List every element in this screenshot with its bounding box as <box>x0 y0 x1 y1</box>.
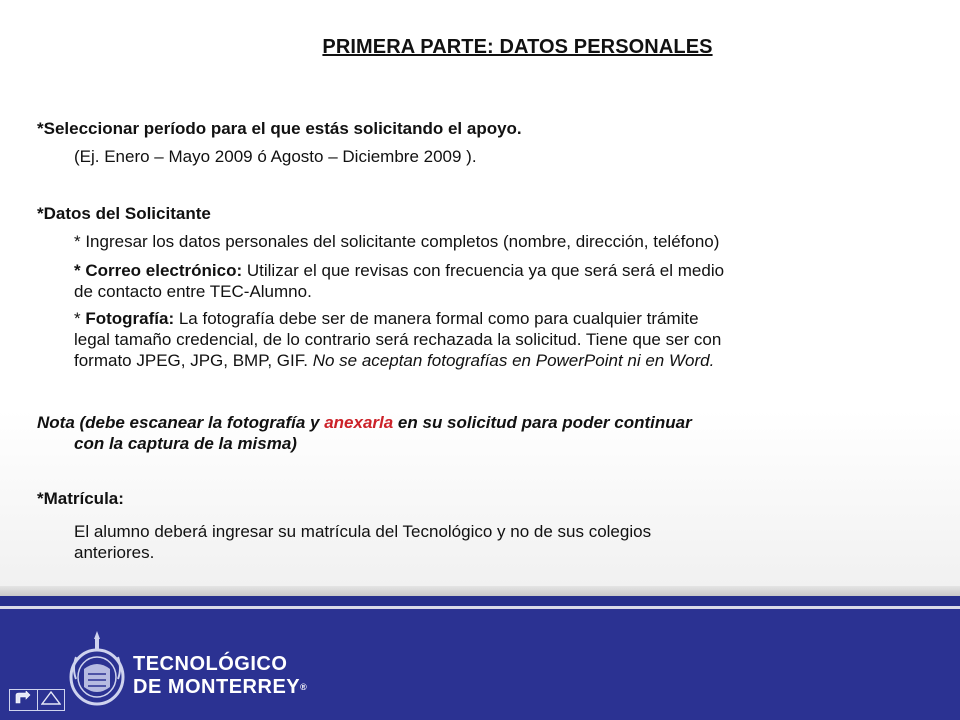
page-title: PRIMERA PARTE: DATOS PERSONALES <box>322 36 713 58</box>
footer-divider-light <box>0 586 960 596</box>
photo-text-line2: legal tamaño credencial, de lo contrario será rechazada la solicitud. Tiene que ser con <box>74 330 722 349</box>
email-text-line1: Utilizar el que revisas con frecuencia ya que será será el medio <box>242 261 725 280</box>
matricula-text-line2: anteriores. <box>74 543 155 562</box>
email-text-line2: de contacto entre TEC-Alumno. <box>74 282 312 301</box>
applicant-heading: *Datos del Solicitante <box>37 204 211 223</box>
slide-nav-controls <box>9 689 65 711</box>
photo-label: Fotografía: <box>85 309 175 328</box>
logo-line1: TECNOLÓGICO <box>133 653 288 675</box>
note-highlight: anexarla <box>324 413 394 432</box>
note-text-3: con la captura de la misma) <box>74 434 297 453</box>
home-nav-button[interactable] <box>37 690 65 710</box>
back-nav-icon <box>14 691 32 710</box>
footer-band <box>0 609 960 720</box>
applicant-item-photo <box>74 308 914 371</box>
photo-text-line3: formato JPEG, JPG, BMP, GIF. <box>74 351 313 370</box>
note-text-1: Nota (debe escanear la fotografía y <box>37 413 325 432</box>
matricula-text <box>74 521 914 563</box>
back-nav-button[interactable] <box>10 690 37 710</box>
period-example: (Ej. Enero – Mayo 2009 ó Agosto – Diciembre 2009 ). <box>74 147 477 166</box>
photo-prefix: * <box>74 309 86 328</box>
registered-mark: ® <box>300 682 308 692</box>
applicant-item-personal-data: * Ingresar los datos personales del solicitante completos (nombre, dirección, teléfono) <box>74 232 720 251</box>
photo-italic-note: No se aceptan fotografías en PowerPoint ni en Word. <box>312 351 715 370</box>
tec-seal-icon <box>66 629 128 707</box>
matricula-text-line1: El alumno deberá ingresar su matrícula del Tecnológico y no de sus colegios <box>74 522 652 541</box>
logo-line2: DE MONTERREY <box>133 676 301 698</box>
email-label: * Correo electrónico: <box>74 261 243 280</box>
home-nav-icon <box>41 691 61 710</box>
tec-logo-text <box>133 653 307 699</box>
note-text-2: en su solicitud para poder continuar <box>393 413 692 432</box>
period-heading: *Seleccionar período para el que estás solicitando el apoyo. <box>37 119 522 138</box>
applicant-item-email <box>74 260 914 302</box>
matricula-heading: *Matrícula: <box>37 489 124 508</box>
photo-text-line1: La fotografía debe ser de manera formal como para cualquier trámite <box>174 309 699 328</box>
note-paragraph <box>37 412 917 454</box>
